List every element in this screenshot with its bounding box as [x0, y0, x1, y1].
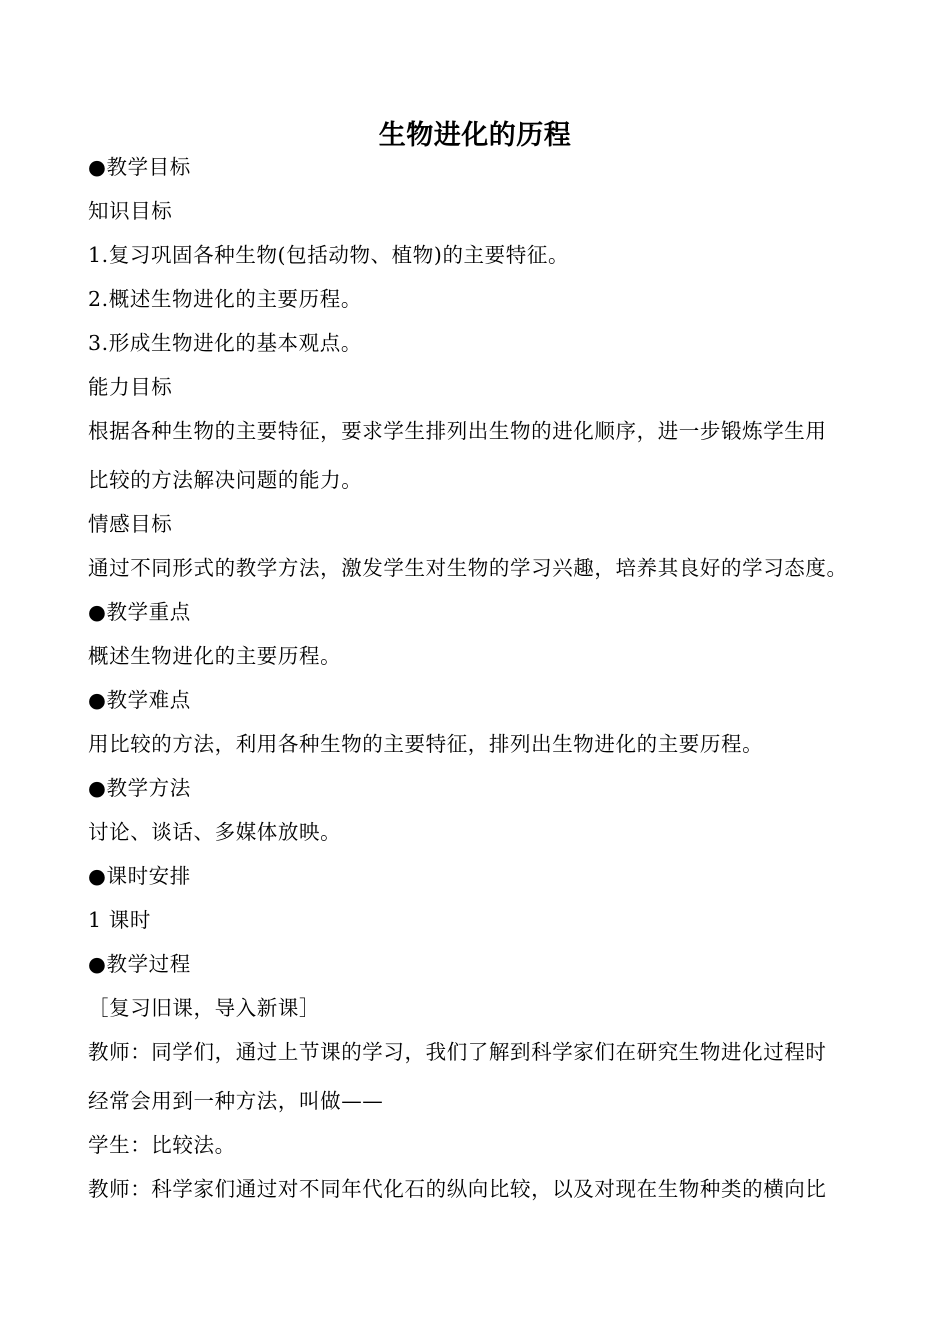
section-heading-schedule: ●课时安排 — [88, 864, 191, 888]
paragraph-line: 比较的方法解决问题的能力。 — [88, 468, 363, 492]
knowledge-goal-item: 1.复习巩固各种生物(包括动物、植物)的主要特征。 — [88, 243, 570, 267]
subheading-knowledge-goals: 知识目标 — [88, 199, 173, 223]
paragraph-line: 概述生物进化的主要历程。 — [88, 644, 342, 668]
paragraph-line: 通过不同形式的教学方法，激发学生对生物的学习兴趣，培养其良好的学习态度。 — [88, 556, 848, 580]
paragraph-line: 用比较的方法，利用各种生物的主要特征，排列出生物进化的主要历程。 — [88, 732, 764, 756]
paragraph-line: 讨论、谈话、多媒体放映。 — [88, 820, 342, 844]
knowledge-goal-item: 3.形成生物进化的基本观点。 — [88, 331, 362, 355]
section-heading-teaching-methods: ●教学方法 — [88, 776, 191, 800]
paragraph-line: 1 课时 — [88, 908, 151, 932]
section-heading-difficulties: ●教学难点 — [88, 688, 191, 712]
section-heading-teaching-process: ●教学过程 — [88, 952, 191, 976]
dialogue-line: 教师：同学们，通过上节课的学习，我们了解到科学家们在研究生物进化过程时 — [88, 1040, 827, 1064]
dialogue-line: 学生：比较法。 — [88, 1133, 236, 1157]
dialogue-line: 教师：科学家们通过对不同年代化石的纵向比较，以及对现在生物种类的横向比 — [88, 1177, 827, 1201]
subheading-emotional-goals: 情感目标 — [88, 512, 173, 536]
dialogue-line: 经常会用到一种方法，叫做—— — [88, 1089, 384, 1113]
section-heading-key-points: ●教学重点 — [88, 600, 191, 624]
bracket-subheading: ［复习旧课，导入新课］ — [88, 996, 321, 1020]
document-title: 生物进化的历程 — [378, 120, 572, 151]
section-heading-teaching-goals: ●教学目标 — [88, 155, 191, 179]
subheading-ability-goals: 能力目标 — [88, 375, 173, 399]
paragraph-line: 根据各种生物的主要特征，要求学生排列出生物的进化顺序，进一步锻炼学生用 — [88, 419, 827, 443]
knowledge-goal-item: 2.概述生物进化的主要历程。 — [88, 287, 362, 311]
